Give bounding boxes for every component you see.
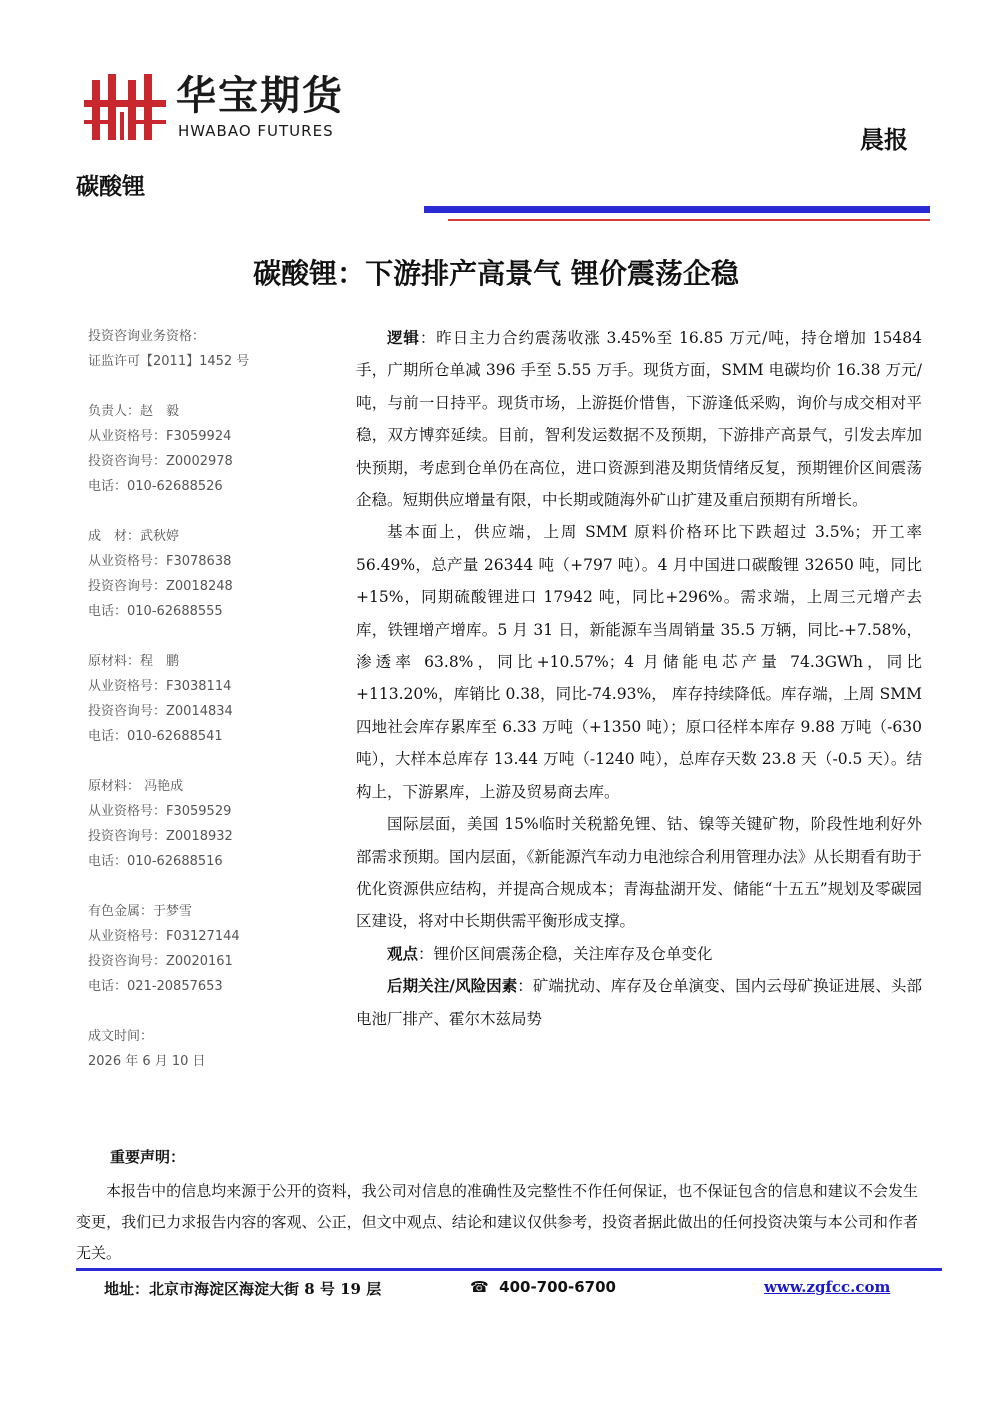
footer-address: 地址：北京市海淀区海淀大街 8 号 19 层: [104, 1280, 382, 1298]
view-label: 观点: [387, 943, 419, 963]
logic-label: 逻辑: [387, 328, 420, 347]
international-paragraph: 国际层面，美国 15%临时关税豁免锂、钴、镍等关键矿物，阶段性地利好外部需求预期。国内层面，《新能源汽车动力电池综合利用管理办法》从长期看有助于优化资源供应结构，并提高合规成本；青海盐湖开发、储能“十五五”规划及零碳园区建设，将对中长期供需平衡形成支撑。: [356, 815, 922, 931]
sidebar-line: 原材料：程 鹏: [88, 654, 180, 669]
report-title: 碳酸锂：下游排产高景气 锂价震荡企稳: [253, 257, 739, 290]
sidebar-line: 从业资格号：F3078638: [88, 554, 232, 569]
sidebar-line: 从业资格号：F3059529: [88, 804, 232, 819]
fundamentals-paragraph: 基本面上，供应端，上周 SMM 原料价格环比下跌超过 3.5%；开工率 56.49%，总产量 26344 吨（+797 吨）。4 月中国进口碳酸锂 32650 吨，同比+15%，同期硫酸锂进口 17942 吨，同比+296%。需求端，上周三元增产去库，铁锂增产增库。5 月 31 日，新能源车当周销量 35.5 万辆，同比-+7.58%，渗透率 63.8%，同比+10.57%；4 月储能电芯产量 74.3GWh，同比+113.20%，库销比 0.38，同比-74.93%， 库存持续降低。库存端，上周 SMM 四地社会库存累库至 6.33 万吨（+1350 吨）；原口径样本库存 9.88 万吨（-630 吨），大样本总库存 13.44 万吨（-1240 吨），总库存天数 23.8 天（-0.5 天）。结构上，下游累库，上游及贸易商去库。: [356, 523, 922, 801]
sidebar-line: 投资咨询号：Z0020161: [88, 954, 233, 969]
sidebar-line: 证监许可【2011】1452 号: [88, 354, 250, 369]
sidebar-line: 投资咨询号：Z0014834: [88, 704, 233, 719]
analyst-sidebar: [88, 324, 338, 1074]
sidebar-line: 从业资格号：F03127144: [88, 929, 240, 944]
report-body: [356, 322, 922, 1035]
logic-paragraph: [356, 322, 922, 516]
disclaimer-title: 重要声明：: [110, 1148, 186, 1166]
footer-rule: [76, 1268, 942, 1271]
header-rule-blue: [424, 206, 930, 213]
sidebar-gap: [88, 374, 338, 399]
sidebar-line: 成文时间：: [88, 1029, 154, 1044]
telephone-icon: ☎: [470, 1278, 489, 1296]
header-rule-red: [448, 219, 930, 221]
disclaimer-text: 本报告中的信息均来源于公开的资料，我公司对信息的准确性及完整性不作任何保证，也不保证包含的信息和建议不会发生变更，我们已力求报告内容的客观、公正，但文中观点、结论和建议仅供参考，投资者据此做出的任何投资决策与本公司和作者无关。: [76, 1182, 918, 1262]
sidebar-line: 投资咨询号：Z0018932: [88, 829, 233, 844]
sidebar-line: 有色金属：于梦雪: [88, 904, 193, 919]
sidebar-line: 电话：010-62688555: [88, 604, 223, 619]
sidebar-gap: [88, 999, 338, 1024]
sidebar-line: 从业资格号：F3038114: [88, 679, 232, 694]
risk-paragraph: [356, 970, 922, 1035]
sidebar-line: 负责人：赵 毅: [88, 404, 180, 419]
view-text: ：锂价区间震荡企稳，关注库存及仓单变化: [418, 944, 713, 963]
sidebar-line: 成 材：武秋婷: [88, 529, 180, 544]
logic-text: ：昨日主力合约震荡收涨 3.45%至 16.85 万元/吨，持仓增加 15484 手，广期所仓单减 396 手至 5.55 万手。现货方面，SMM 电碳均价 16.38 万元/吨，与前一日持平。现货市场，上游挺价惜售，下游逢低采购，询价与成交相对平稳，双方博弈延续。目前，智利发运数据不及预期，下游排产高景气，引发去库加快预期，考虑到仓单仍在高位，进口资源到港及期货情绪反复，预期锂价区间震荡企稳。短期供应增量有限，中长期或随海外矿山扩建及重启预期有所增长。: [356, 329, 922, 510]
risk-text: ：矿端扰动、库存及仓单演变、国内云母矿换证进展、头部电池厂排产、霍尔木兹局势: [356, 977, 922, 1028]
sidebar-line: 原材料： 冯艳成: [88, 779, 184, 794]
category-label: 碳酸锂: [76, 173, 145, 200]
view-paragraph: [356, 938, 922, 970]
sidebar-line: 电话：010-62688526: [88, 479, 223, 494]
sidebar-line: 投资咨询业务资格：: [88, 329, 206, 344]
sidebar-line: 电话：010-62688541: [88, 729, 223, 744]
sidebar-gap: [88, 624, 338, 649]
sidebar-gap: [88, 874, 338, 899]
sidebar-gap: [88, 499, 338, 524]
sidebar-line: 投资咨询号：Z0002978: [88, 454, 233, 469]
company-logo-mark: [84, 72, 166, 142]
footer-phone: [470, 1278, 616, 1296]
sidebar-line: 2026 年 6 月 10 日: [88, 1054, 206, 1069]
company-name-cn: 华宝期货: [176, 73, 344, 119]
phone-number: 400-700-6700: [499, 1278, 616, 1296]
company-name-en: HWABAO FUTURES: [178, 122, 334, 140]
sidebar-line: 从业资格号：F3059924: [88, 429, 232, 444]
sidebar-line: 电话：010-62688516: [88, 854, 223, 869]
website-link[interactable]: www.zgfcc.com: [764, 1278, 891, 1296]
sidebar-line: 电话：021-20857653: [88, 979, 223, 994]
report-type-label: 晨报: [860, 125, 908, 154]
disclaimer-body: [76, 1176, 918, 1269]
risk-label: 后期关注/风险因素: [387, 976, 518, 996]
sidebar-line: 投资咨询号：Z0018248: [88, 579, 233, 594]
sidebar-gap: [88, 749, 338, 774]
